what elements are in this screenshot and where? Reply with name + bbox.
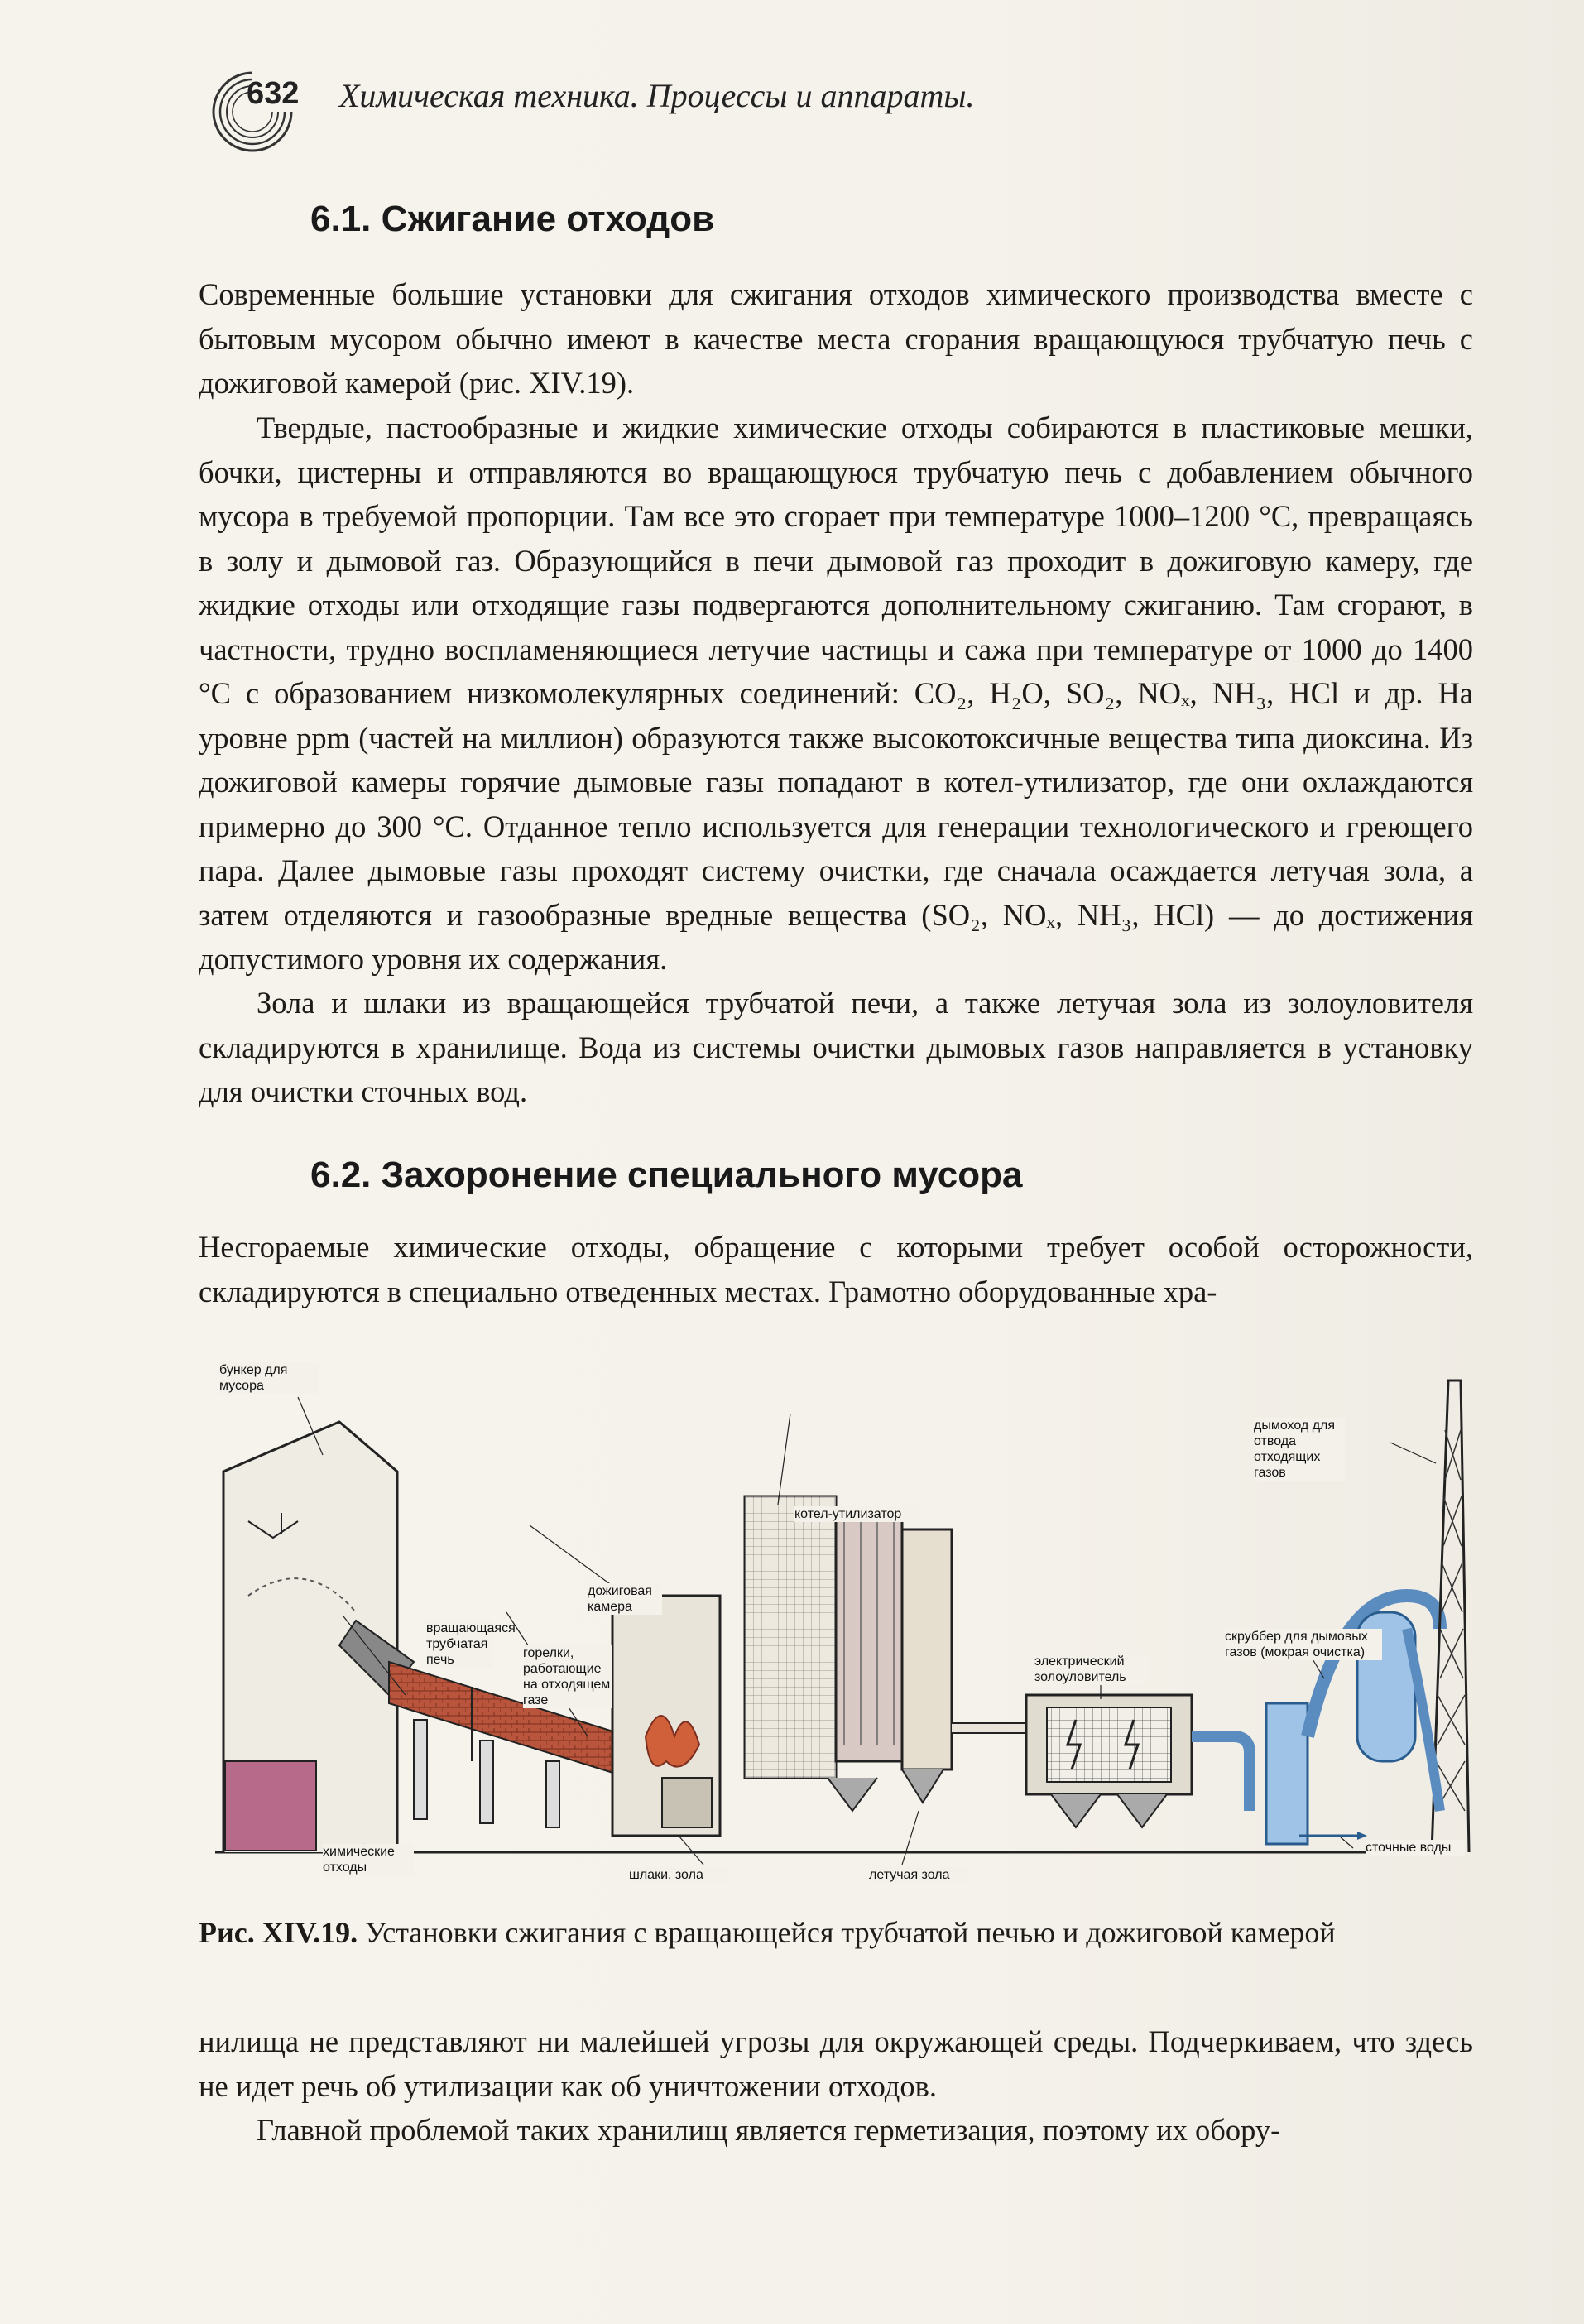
label-boiler: котел-утилизатор xyxy=(794,1506,919,1522)
afterburner-chamber xyxy=(612,1596,720,1836)
section-heading-6-1: 6.1. Сжигание отходов xyxy=(310,199,715,239)
section-heading-6-2: 6.2. Захоронение специального мусора xyxy=(310,1155,1023,1195)
label-chemical-waste: химические отходы xyxy=(323,1844,414,1875)
figure-caption-text: Установки сжигания с вращающейся трубчатой печью и дожиговой камерой xyxy=(365,1916,1336,1949)
incineration-plant-figure xyxy=(199,1347,1473,1894)
paragraph: Зола и шлаки из вращающейся трубчатой печи, а также летучая зола из золоуловителя складируются в хранилище. Вода из системы очистки дымовых газов направляется в установку для очистки сточных вод. xyxy=(199,986,1473,1108)
figure-caption-label: Рис. XIV.19. xyxy=(199,1916,358,1949)
running-header xyxy=(207,66,1531,141)
label-scrubber: скруббер для дымовых газов (мокрая очистка) xyxy=(1225,1629,1382,1660)
label-wastewater: сточные воды xyxy=(1366,1840,1465,1856)
label-bunker: бункер для мусора xyxy=(219,1362,319,1394)
label-precipitator: электрический золоуловитель xyxy=(1034,1654,1150,1685)
bunker-building xyxy=(223,1422,414,1852)
label-afterburner: дожиговая камера xyxy=(588,1583,662,1615)
page-number: 632 xyxy=(247,76,300,111)
paragraph: Современные большие установки для сжигания отходов химического производства вместе с бытовым мусором обычно имеют в качестве места сгорания вращающуюся трубчатую печь с дожиговой камерой (рис. XIV.19). xyxy=(199,277,1473,400)
electrostatic-precipitator xyxy=(1026,1695,1192,1827)
paragraph: Главной проблемой таких хранилищ является герметизация, поэтому их обору- xyxy=(257,2113,1281,2147)
paragraph: Твердые, пастообразные и жидкие химические отходы собираются в пластиковые мешки, бочки, цистерны и отправляются во вращающуюся трубчатую печь с добавлением обычного мусора в требуемой пропорции. Там все это сгорает при температуре 1000–1200 °C, превращаясь в золу и дымовой газ. Образующийся в печи дымовой газ проходит в дожиговую камеру, где жидкие отходы или отходящие газы подвергаются дополнительному сжиганию. Там сгорают, в частности, трудно воспламеняющиеся летучие частицы и сажа при температуре от 1000 до 1400 °C с образованием низкомолекулярных соединений: CO₂, H₂O, SO₂, NOₓ, NH₃, HCl и др. На уровне ppm (частей на миллион) образуются также высокотоксичные вещества типа диоксина. Из дожиговой камеры горячие дымовые газы попадают в котел-утилизатор, где они охлаждаются примерно до 300 °C. Отданное тепло используется для генерации технологического и греющего пара. Далее дымовые газы проходят систему очистки, где сначала осаждается летучая зола, а затем отделяются и газообразные вредные вещества (SO₂, NOₓ, NH₃, HCl) — до достижения допустимого уровня их содержания. xyxy=(199,411,1473,976)
label-chimney: дымоход для отвода отходящих газов xyxy=(1254,1418,1345,1481)
waste-heat-boiler xyxy=(745,1496,952,1811)
paragraph: Несгораемые химические отходы, обращение с которыми требует особой осторожности, складируются в специально отведенных местах. Грамотно оборудованные хра- xyxy=(199,1230,1473,1308)
label-rotary-kiln: вращающаяся трубчатая печь xyxy=(426,1621,516,1667)
label-fly-ash: летучая зола xyxy=(869,1867,968,1883)
paragraph: нилища не представляют ни малейшей угрозы для окружающей среды. Подчеркиваем, что здесь не идет речь об утилизации как об уничтожении отходов. xyxy=(199,2024,1473,2103)
label-slag-ash: шлаки, зола xyxy=(629,1867,728,1883)
label-burners: горелки, работающие на отходящем газе xyxy=(523,1645,612,1708)
figure-caption xyxy=(199,1912,1490,1953)
running-title: Химическая техника. Процессы и аппараты. xyxy=(339,77,975,114)
